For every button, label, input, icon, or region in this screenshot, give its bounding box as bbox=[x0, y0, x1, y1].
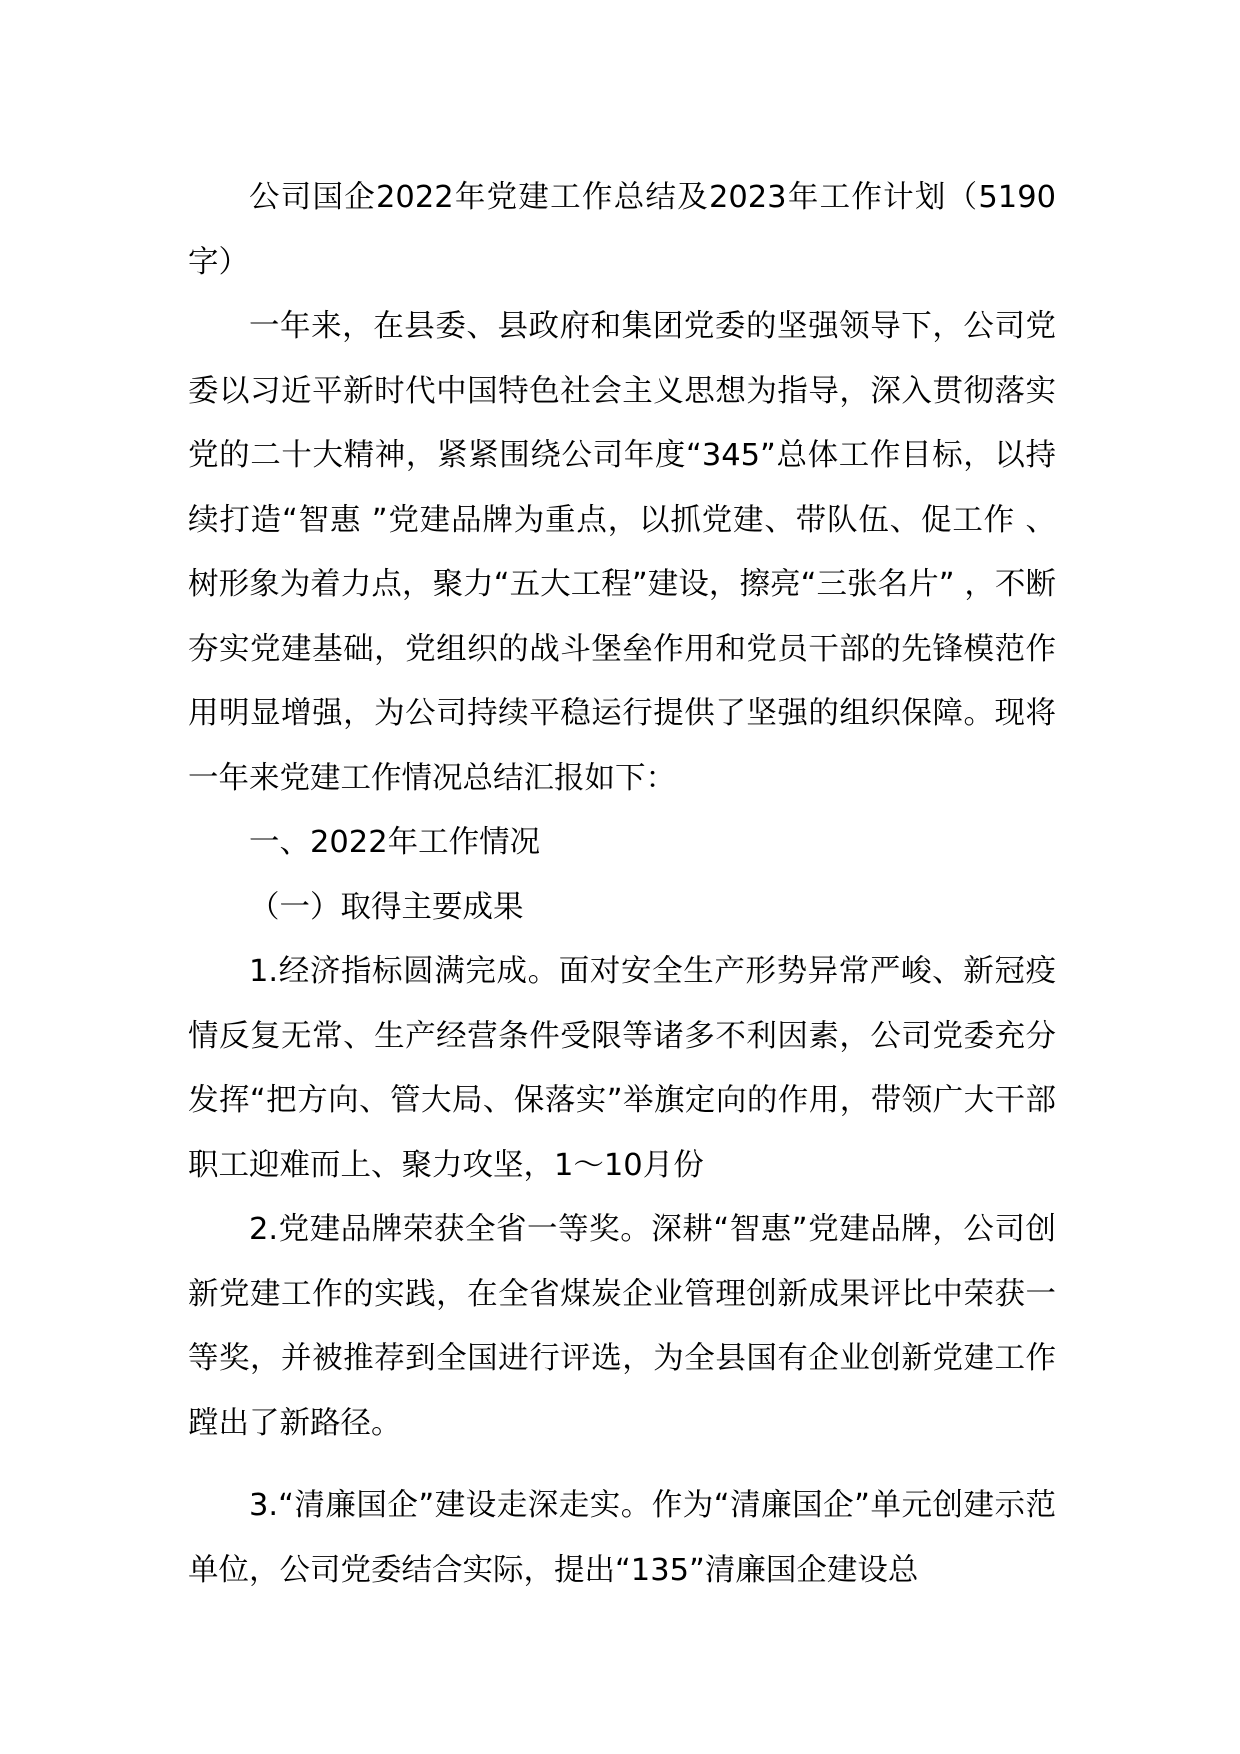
subsection-heading: （一）取得主要成果 bbox=[249, 889, 524, 925]
item-paragraph-3: 3.“清廉国企”建设走深走实。作为“清廉国企”单元创建示范单位，公司党委结合实际，提出“135”清廉国企建设总 bbox=[188, 1488, 1056, 1588]
intro-paragraph: 一年来，在县委、县政府和集团党委的坚强领导下，公司党委以习近平新时代中国特色社会主义思想为指导，深入贯彻落实党的二十大精神，紧紧围绕公司年度“345”总体工作目标，以持续打造“智惠 ”党建品牌为重点，以抓党建、带队伍、促工作 、树形象为着力点，聚力“五大工程”建设，擦亮“三张名片” ，不断夯实党建基础，党组织的战斗堡垒作用和党员干部的先锋模范作用明显增强，为公司持续平稳运行提供了坚强的组织保障。现将一年来党建工作情况总结汇报如下： bbox=[188, 309, 1056, 796]
document-title: 公司国企2022年党建工作总结及2023年工作计划（5190字） bbox=[188, 180, 1056, 280]
document-body bbox=[188, 166, 1056, 1603]
paragraph-gap bbox=[188, 1456, 1056, 1474]
item-paragraph-1: 1.经济指标圆满完成。面对安全生产形势异常严峻、新冠疫情反复无常、生产经营条件受限等诸多不利因素，公司党委充分发挥“把方向、管大局、保落实”举旗定向的作用，带领广大干部职工迎难而上、聚力攻坚，1～10月份 bbox=[188, 954, 1056, 1183]
item-paragraph-2: 2.党建品牌荣获全省一等奖。深耕“智惠”党建品牌，公司创新党建工作的实践，在全省煤炭企业管理创新成果评比中荣获一等奖，并被推荐到全国进行评选，为全县国有企业创新党建工作蹚出了新路径。 bbox=[188, 1212, 1056, 1441]
section-heading: 一、2022年工作情况 bbox=[249, 825, 541, 860]
